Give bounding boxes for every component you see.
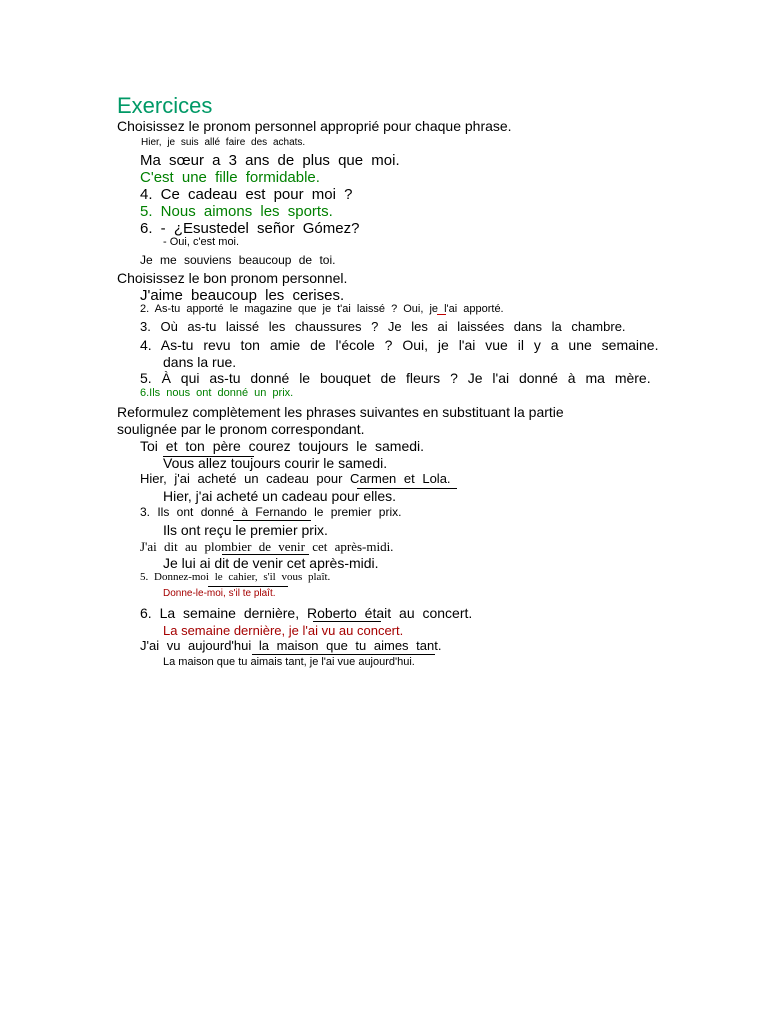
section-1-line: 6. - ¿Esustedel señor Gómez? bbox=[140, 220, 360, 237]
section-3-instruction: Reformulez complètement les phrases suivantes en substituant la partie bbox=[117, 404, 564, 420]
section-2-line: 4. As-tu revu ton amie de l'école ? Oui, je l'ai vue il y a une semaine. bbox=[140, 337, 659, 353]
underline-mark bbox=[208, 586, 288, 587]
section-3-line: 6. La semaine dernière, Roberto était au concert. bbox=[140, 605, 473, 621]
section-2-line: 2. As-tu apporté le magazine que je t'ai laissé ? Oui, je l'ai apporté. bbox=[140, 303, 504, 315]
section-3-line: J'ai vu aujourd'hui la maison que tu aimes tant. bbox=[140, 638, 442, 653]
section-3-answer: Hier, j'ai acheté un cadeau pour elles. bbox=[163, 488, 397, 504]
page-title: Exercices bbox=[117, 93, 213, 118]
section-2-instruction: Choisissez le bon pronom personnel. bbox=[117, 270, 348, 286]
section-3-answer: Vous allez toujours courir le samedi. bbox=[163, 455, 388, 471]
section-1-line: 4. Ce cadeau est pour moi ? bbox=[140, 186, 353, 203]
section-3-line: 3. Ils ont donné à Fernando le premier prix. bbox=[140, 505, 402, 519]
section-3-line: 5. Donnez-moi le cahier, s'il vous plaît. bbox=[140, 571, 331, 583]
section-3-answer: Ils ont reçu le premier prix. bbox=[163, 522, 328, 538]
section-3-line: Toi et ton père courez toujours le samedi. bbox=[140, 438, 425, 454]
section-2-line: J'aime beaucoup les cerises. bbox=[140, 287, 345, 304]
underline-mark bbox=[313, 621, 381, 622]
section-1-line: Hier, je suis allé faire des achats. bbox=[141, 137, 306, 148]
section-2-line: 3. Où as-tu laissé les chaussures ? Je les ai laissées dans la chambre. bbox=[140, 319, 626, 334]
section-2-line: dans la rue. bbox=[163, 354, 237, 370]
section-3-answer: Je lui ai dit de venir cet après-midi. bbox=[163, 555, 379, 571]
section-1-instruction: Choisissez le pronom personnel approprié pour chaque phrase. bbox=[117, 118, 512, 134]
section-1-line: - Oui, c'est moi. bbox=[163, 236, 240, 248]
underline-mark bbox=[233, 520, 311, 521]
section-2-line: 6.Ils nous ont donné un prix. bbox=[140, 387, 294, 399]
section-3-answer: Donne-le-moi, s'il te plaît. bbox=[163, 588, 276, 599]
red-squiggle-mark bbox=[437, 314, 446, 315]
section-3-instruction: soulignée par le pronom correspondant. bbox=[117, 421, 365, 437]
section-3-line: Hier, j'ai acheté un cadeau pour Carmen et Lola. bbox=[140, 471, 451, 486]
section-3-line: J'ai dit au plombier de venir cet après-midi. bbox=[140, 539, 394, 554]
section-1-line: Ma sœur a 3 ans de plus que moi. bbox=[140, 152, 400, 169]
section-1-line: Je me souviens beaucoup de toi. bbox=[140, 253, 336, 267]
section-1-line: 5. Nous aimons les sports. bbox=[140, 203, 333, 220]
section-3-answer: La maison que tu aimais tant, je l'ai vue aujourd'hui. bbox=[163, 656, 415, 668]
section-1-line: C'est une fille formidable. bbox=[140, 169, 320, 186]
underline-mark bbox=[252, 654, 435, 655]
section-2-line: 5. À qui as-tu donné le bouquet de fleurs ? Je l'ai donné à ma mère. bbox=[140, 370, 651, 386]
section-3-answer: La semaine dernière, je l'ai vu au concert. bbox=[163, 623, 404, 638]
